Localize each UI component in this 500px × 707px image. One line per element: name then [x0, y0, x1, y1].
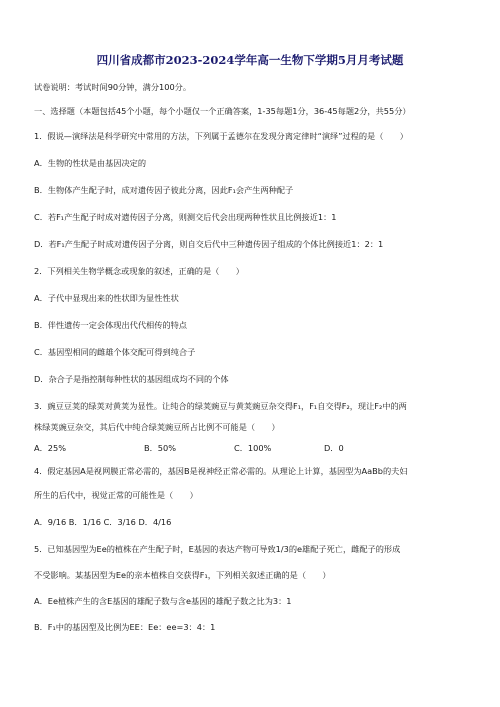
exam-notice: 试卷说明：考试时间90分钟，满分100分。: [34, 82, 192, 92]
question-5-stem-line-2: 不受影响。某基因型为Ee的亲本植株自交获得F₁，下列相关叙述正确的是（ ）: [34, 570, 331, 580]
question-4-stem-line-1: 4．假定基因A是视网膜正常必需的，基因B是视神经正常必需的。从理论上计算，基因型为AaBb的夫妇: [34, 466, 408, 476]
question-2-stem: 2．下列相关生物学概念或现象的叙述，正确的是（ ）: [34, 266, 244, 276]
question-5-option-a: A．Ee植株产生的含E基因的雄配子数与含e基因的雄配子数之比为3：1: [34, 596, 292, 606]
question-3-option-b: B．50%: [144, 443, 177, 453]
question-1-stem: 1．假说—演绎法是科学研究中常用的方法，下列属于孟德尔在发现分离定律时“演绎”过程的是（ ）: [34, 131, 408, 141]
question-1-option-b: B．生物体产生配子时，成对遗传因子彼此分离，因此F₁会产生两种配子: [34, 185, 294, 195]
question-2-option-c: C．基因型相同的雌雄个体交配可得到纯合子: [34, 347, 196, 357]
question-2-option-a: A．子代中显现出来的性状即为显性性状: [34, 293, 179, 303]
question-5-option-b: B．F₁中的基因型及比例为EE：Ee：ee=3：4：1: [34, 622, 216, 632]
question-1-option-d: D．若F₁产生配子时成对遗传因子分离，则自交后代中三种遗传因子组成的个体比例接近1：2：1: [34, 239, 384, 249]
question-1-option-a: A．生物的性状是由基因决定的: [34, 158, 147, 168]
section-heading: 一、选择题（本题包括45个小题，每个小题仅一个正确答案，1-35每题1分，36-45每题2分，共55分）: [34, 106, 411, 116]
question-2-option-d: D．杂合子是指控制每种性状的基因组成均不同的个体: [34, 374, 229, 384]
question-5-stem-line-1: 5．已知基因型为Ee的植株在产生配子时，E基因的表达产物可导致1/3的e雄配子死亡，雌配子的形成: [34, 544, 401, 554]
question-3-options: [34, 443, 474, 454]
question-4-options: A．9/16 B．1/16 C．3/16 D．4/16: [34, 517, 172, 527]
question-3-option-d: D．0: [324, 443, 344, 453]
question-4-stem-line-2: 所生的后代中，视觉正常的可能性是（ ）: [34, 490, 198, 500]
question-3-option-c: C．100%: [234, 443, 272, 453]
page-title: 四川省成都市2023-2024学年高一生物下学期5月月考试题: [96, 53, 404, 67]
question-2-option-b: B．伴性遗传一定会体现出代代相传的特点: [34, 320, 187, 330]
question-1-option-c: C．若F₁产生配子时成对遗传因子分离，则测交后代会出现两种性状且比例接近1：1: [34, 212, 337, 222]
question-3-option-a: A．25%: [34, 443, 66, 453]
question-3-stem-line-2: 株绿荚豌豆杂交，其后代中纯合绿荚豌豆所占比例不可能是（ ）: [34, 422, 280, 432]
question-3-stem-line-1: 3．豌豆豆荚的绿荚对黄荚为显性。让纯合的绿荚豌豆与黄荚豌豆杂交得F₁，F₁自交得F₂，现让F₂中的两: [34, 401, 407, 411]
